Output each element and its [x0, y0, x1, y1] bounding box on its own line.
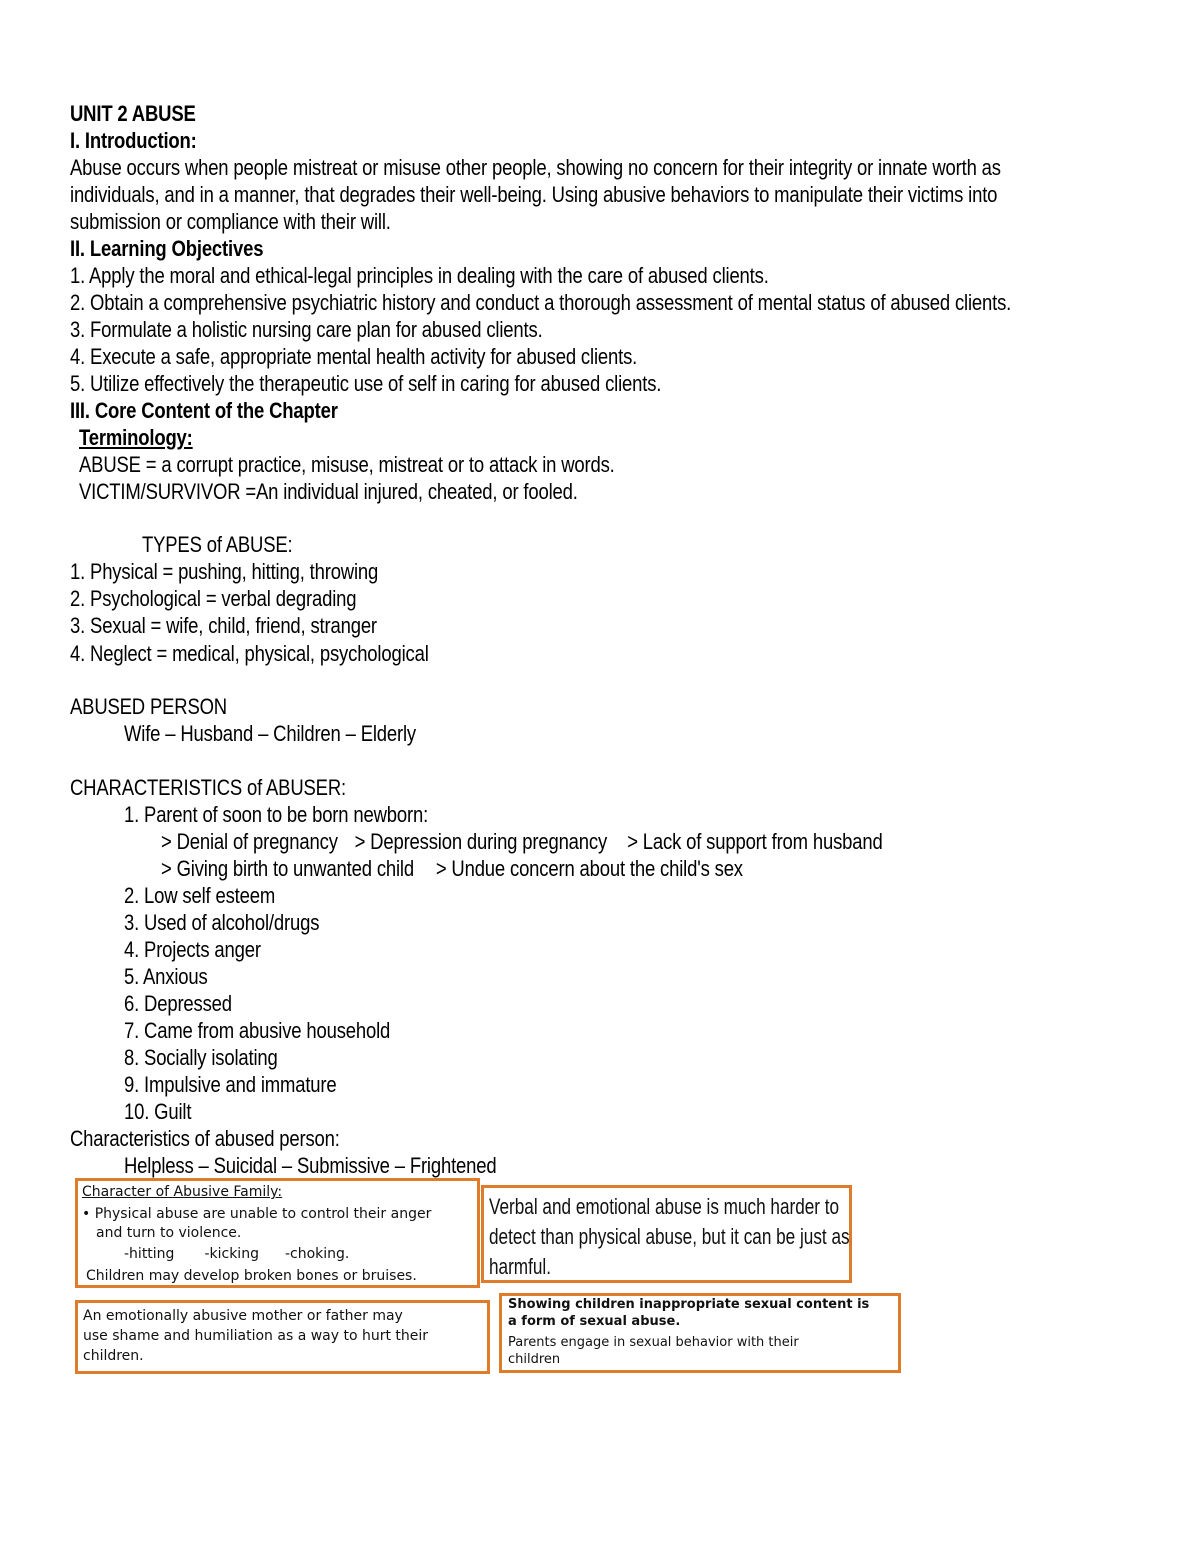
- objective-item: 2. Obtain a comprehensive psychiatric history and conduct a thorough assessment of mental status of abused clients.: [70, 290, 1012, 315]
- intro-line: Abuse occurs when people mistreat or misuse other people, showing no concern for their integrity or innate worth as: [70, 155, 1001, 180]
- verbal-abuse-line: Verbal and emotional abuse is much harder to: [489, 1194, 840, 1219]
- abuser-item: 4. Projects anger: [124, 937, 261, 962]
- abuser-item: 2. Low self esteem: [124, 883, 276, 908]
- sexual-abuse-bold-line: Showing children inappropriate sexual content is: [508, 1297, 870, 1312]
- sexual-abuse-box: [499, 1293, 901, 1373]
- intro-heading: I. Introduction:: [70, 128, 197, 153]
- abused-chars-heading: Characteristics of abused person:: [70, 1126, 340, 1151]
- abuser-subitems: [161, 855, 743, 882]
- abuser-subitem: > Depression during pregnancy: [354, 829, 608, 854]
- abusive-family-title: Character of Abusive Family:: [82, 1184, 283, 1200]
- abuser-item: 9. Impulsive and immature: [124, 1072, 337, 1097]
- action-item: -choking.: [284, 1246, 350, 1262]
- intro-line: individuals, and in a manner, that degrades their well-being. Using abusive behaviors to manipulate their victims into: [70, 182, 998, 207]
- abuser-heading: CHARACTERISTICS of ABUSER:: [70, 775, 346, 800]
- sexual-abuse-line: children: [508, 1352, 561, 1367]
- abuser-subitem: > Giving birth to unwanted child: [161, 856, 414, 881]
- abusive-family-bullet: • Physical abuse are unable to control their anger: [82, 1206, 432, 1222]
- type-item: 1. Physical = pushing, hitting, throwing: [70, 559, 379, 584]
- objective-item: 4. Execute a safe, appropriate mental health activity for abused clients.: [70, 344, 638, 369]
- emotional-abuse-box: [75, 1300, 490, 1374]
- abuser-item: 6. Depressed: [124, 991, 232, 1016]
- abused-chars-list: Helpless – Suicidal – Submissive – Frightened: [124, 1153, 497, 1178]
- core-heading: III. Core Content of the Chapter: [70, 398, 338, 423]
- type-item: 4. Neglect = medical, physical, psychological: [70, 641, 429, 666]
- abuser-item: 7. Came from abusive household: [124, 1018, 391, 1043]
- action-item: -hitting: [124, 1246, 175, 1262]
- type-item: 2. Psychological = verbal degrading: [70, 586, 357, 611]
- objective-item: 1. Apply the moral and ethical-legal principles in dealing with the care of abused clients.: [70, 263, 769, 288]
- terminology-heading: Terminology:: [79, 425, 193, 450]
- document-title: UNIT 2 ABUSE: [70, 101, 196, 126]
- objective-item: 3. Formulate a holistic nursing care plan for abused clients.: [70, 317, 543, 342]
- emotional-abuse-line: An emotionally abusive mother or father may: [83, 1308, 403, 1324]
- abuser-item: 5. Anxious: [124, 964, 208, 989]
- objectives-heading: II. Learning Objectives: [70, 236, 264, 261]
- abusive-family-note: Children may develop broken bones or bruises.: [86, 1268, 417, 1284]
- abusive-family-box: [75, 1178, 480, 1288]
- abuser-subitem: > Undue concern about the child's sex: [435, 856, 743, 881]
- abuser-item: 8. Socially isolating: [124, 1045, 278, 1070]
- abuser-item: 10. Guilt: [124, 1099, 192, 1124]
- verbal-abuse-box: [481, 1185, 852, 1283]
- action-item: -kicking: [204, 1246, 259, 1262]
- sexual-abuse-line: Parents engage in sexual behavior with their: [508, 1335, 799, 1350]
- type-item: 3. Sexual = wife, child, friend, stranger: [70, 613, 377, 638]
- objective-item: 5. Utilize effectively the therapeutic use of self in caring for abused clients.: [70, 371, 662, 396]
- intro-line: submission or compliance with their will.: [70, 209, 391, 234]
- abusive-family-bullet-cont: and turn to violence.: [96, 1225, 242, 1241]
- abuser-item: 3. Used of alcohol/drugs: [124, 910, 320, 935]
- verbal-abuse-line: detect than physical abuse, but it can be just as: [489, 1224, 850, 1249]
- abused-person-list: Wife – Husband – Children – Elderly: [124, 721, 417, 746]
- verbal-abuse-line: harmful.: [489, 1254, 551, 1279]
- term-definition: VICTIM/SURVIVOR =An individual injured, cheated, or fooled.: [79, 479, 578, 504]
- abused-person-heading: ABUSED PERSON: [70, 694, 228, 719]
- emotional-abuse-line: use shame and humiliation as a way to hurt their: [83, 1328, 429, 1344]
- abuser-subitem: > Denial of pregnancy: [161, 829, 338, 854]
- term-definition: ABUSE = a corrupt practice, misuse, mistreat or to attack in words.: [79, 452, 615, 477]
- abuser-item: 1. Parent of soon to be born newborn:: [124, 802, 429, 827]
- abuser-subitems: [161, 828, 883, 855]
- abuser-subitem: > Lack of support from husband: [627, 829, 883, 854]
- sexual-abuse-bold-line: a form of sexual abuse.: [508, 1314, 681, 1329]
- emotional-abuse-line: children.: [83, 1348, 144, 1364]
- types-heading: TYPES of ABUSE:: [142, 532, 293, 557]
- abusive-family-actions: [124, 1244, 349, 1264]
